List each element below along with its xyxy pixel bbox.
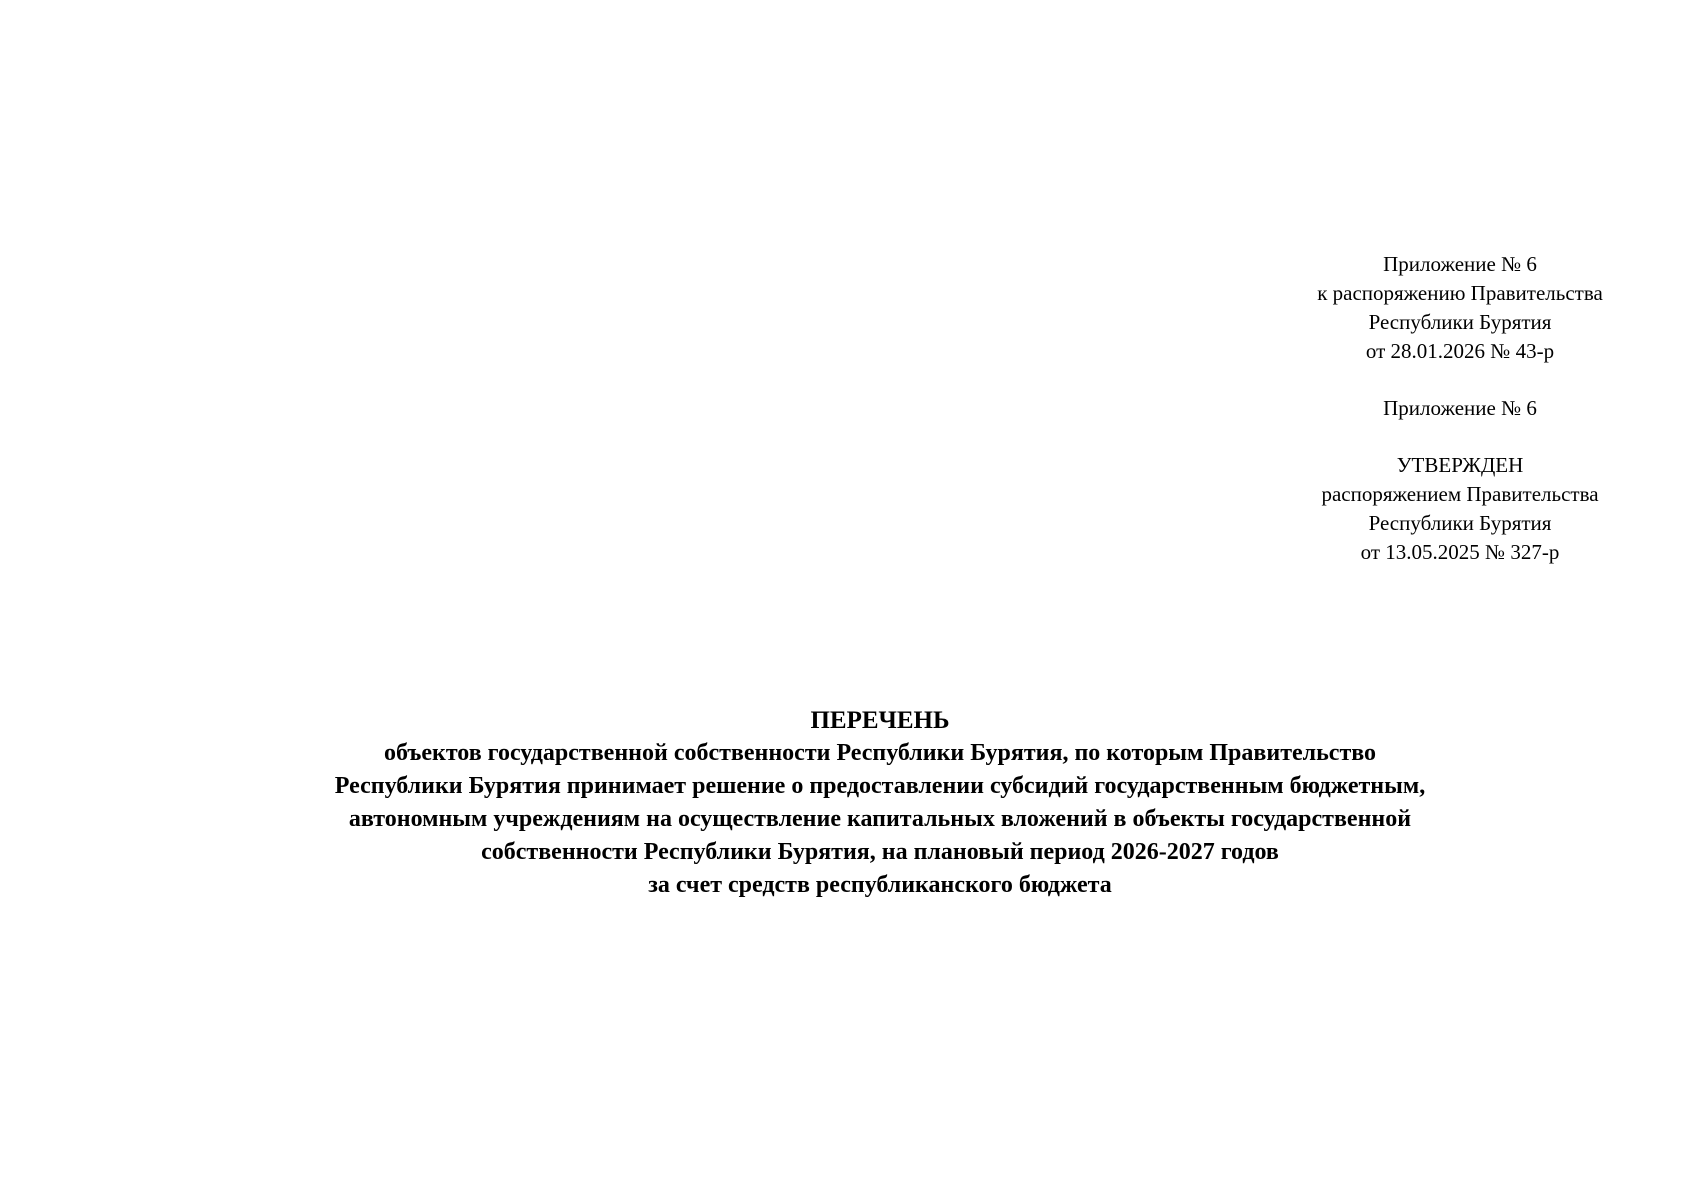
title-line: автономным учреждениям на осуществление капитальных вложений в объекты государственной (348, 806, 1412, 832)
document-title (150, 704, 1610, 902)
approved-by: распоряжением Правительства (1321, 482, 1599, 506)
title-heading: ПЕРЕЧЕНЬ (810, 707, 950, 734)
approved-date: от 13.05.2025 № 327-р (1360, 540, 1560, 564)
previous-appendix-number: Приложение № 6 (1383, 396, 1537, 420)
title-line: объектов государственной собственности Республики Бурятия, по которым Правительство (383, 740, 1377, 766)
appendix-reference: к распоряжению Правительства (1317, 281, 1603, 305)
appendix-date: от 28.01.2026 № 43-р (1365, 339, 1555, 363)
approval-header (1260, 250, 1660, 567)
title-line: Республики Бурятия принимает решение о предоставлении субсидий государственным бюджетным, (334, 773, 1426, 799)
appendix-republic: Республики Бурятия (1368, 310, 1552, 334)
appendix-number: Приложение № 6 (1383, 252, 1537, 276)
approved-label: УТВЕРЖДЕН (1396, 453, 1524, 477)
spacer (1260, 366, 1660, 394)
title-line: собственности Республики Бурятия, на плановый период 2026-2027 годов (481, 839, 1279, 865)
approved-republic: Республики Бурятия (1368, 511, 1552, 535)
title-line: за счет средств республиканского бюджета (648, 872, 1112, 898)
spacer (1260, 423, 1660, 451)
